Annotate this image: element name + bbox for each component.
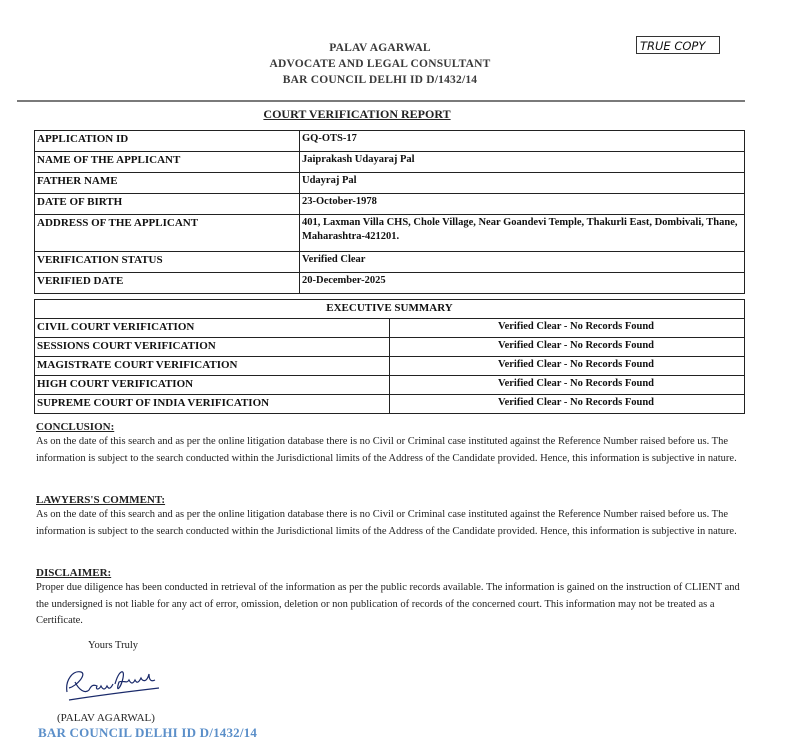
court-result: Verified Clear - No Records Found [390,395,745,414]
table-row [35,194,745,215]
signature-icon [55,660,165,705]
table-row [35,338,745,357]
closing-text: Yours Truly [88,640,139,651]
lawyers-comment-text: As on the date of this search and as per the online litigation database there is no Civil or Criminal case instituted against the Reference Number raised before us. The information is subject to the search conducted within the Jurisdictional limits of the Address of the Candidate provided. Hence, this information is subjective in nature. [36,509,737,537]
table-row [35,357,745,376]
court-label: MAGISTRATE COURT VERIFICATION [35,357,390,376]
row-value: 20-December-2025 [300,273,745,294]
court-result: Verified Clear - No Records Found [390,319,745,338]
summary-heading: EXECUTIVE SUMMARY [35,300,745,319]
lawyers-comment-heading: LAWYERS'S COMMENT: [36,494,166,506]
row-label: DATE OF BIRTH [35,194,300,215]
row-value: 23-October-1978 [300,194,745,215]
row-value: 401, Laxman Villa CHS, Chole Village, Near Goandevi Temple, Thakurli East, Dombivali, Thane, Maharashtra-421201. [300,215,745,252]
row-label: FATHER NAME [35,173,300,194]
lawyers-comment-section [36,493,748,540]
court-result: Verified Clear - No Records Found [390,357,745,376]
row-value: Verified Clear [300,252,745,273]
table-row [35,273,745,294]
advocate-bar-id: BAR COUNCIL DELHI ID D/1432/14 [282,74,478,86]
conclusion-text: As on the date of this search and as per the online litigation database there is no Civil or Criminal case instituted against the Reference Number raised before us. The information is subject to the search conducted within the Jurisdictional limits of the Address of the Candidate provided. Hence, this information is subjective in nature. [36,436,737,464]
disclaimer-text: Proper due diligence has been conducted in retrieval of the information as per the public records available. The information is gained on the instruction of CLIENT and the undersigned is not liable for any act of error, omission, deletion or non publication of records of the concerned court. This information may not be treated as a Certificate. [36,582,740,626]
advocate-name: PALAV AGARWAL [329,42,431,54]
applicant-info-table [34,130,745,294]
conclusion-heading: CONCLUSION: [36,421,115,433]
row-label: ADDRESS OF THE APPLICANT [35,215,300,252]
table-row [35,131,745,152]
header-divider [17,100,745,102]
signatory-name: (PALAV AGARWAL) [57,712,155,724]
advocate-title: ADVOCATE AND LEGAL CONSULTANT [269,58,491,70]
disclaimer-section [36,566,748,630]
true-copy-stamp: TRUE COPY [636,36,720,54]
row-label: VERIFIED DATE [35,273,300,294]
row-value: Jaiprakash Udayaraj Pal [300,152,745,173]
court-label: HIGH COURT VERIFICATION [35,376,390,395]
court-label: SUPREME COURT OF INDIA VERIFICATION [35,395,390,414]
conclusion-section [36,420,748,467]
row-label: VERIFICATION STATUS [35,252,300,273]
row-label: APPLICATION ID [35,131,300,152]
table-row [35,376,745,395]
report-title: COURT VERIFICATION REPORT [263,107,451,121]
executive-summary-table [34,299,745,414]
table-header-row [35,300,745,319]
signatory-bar-id: BAR COUNCIL DELHI ID D/1432/14 [38,725,258,740]
court-label: SESSIONS COURT VERIFICATION [35,338,390,357]
table-row [35,319,745,338]
table-row [35,173,745,194]
row-label: NAME OF THE APPLICANT [35,152,300,173]
court-result: Verified Clear - No Records Found [390,376,745,395]
table-row [35,395,745,414]
table-row [35,152,745,173]
table-row [35,252,745,273]
disclaimer-heading: DISCLAIMER: [36,567,112,579]
row-value: GQ-OTS-17 [300,131,745,152]
table-row [35,215,745,252]
row-value: Udayraj Pal [300,173,745,194]
letterhead [230,40,530,88]
court-label: CIVIL COURT VERIFICATION [35,319,390,338]
court-result: Verified Clear - No Records Found [390,338,745,357]
